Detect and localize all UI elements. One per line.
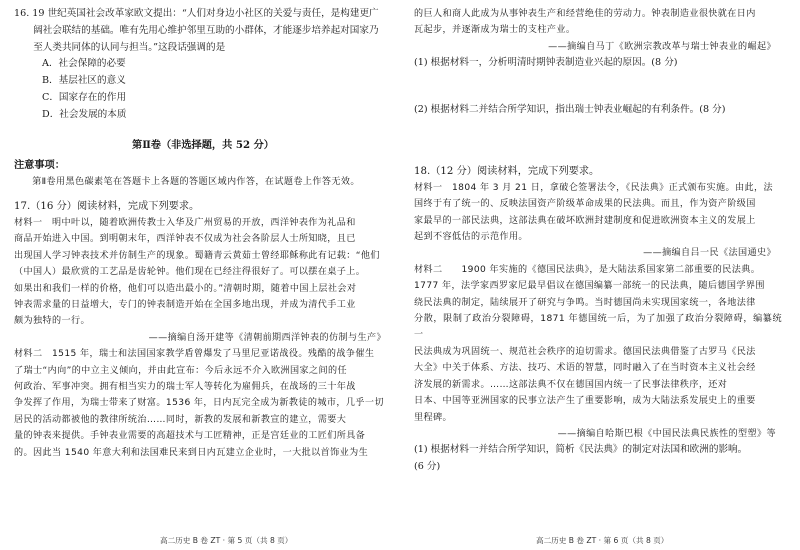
q16-stem-line-2: 阔社会联结的基础。唯有先用心维护邻里互助的小群体，才能逐步培养起对国家乃 [33, 24, 379, 36]
q18-m2-line: 绕民法典的制定，陆续展开了研究与争鸣。当时德国尚未实现国家统一，各地法律 [414, 297, 756, 308]
q18-m2-line: 济发展的新需求。……这部法典不仅在德国国内统一了民事法律秩序，还对 [414, 379, 728, 390]
q16-option-a: A．社会保障的必要 [42, 58, 126, 70]
q17-m1-line: 出现国人学习钟表技术并仿制生产的现象。蜀籍青云黄茹士曾经耶稣称此有记载：“他们 [14, 250, 380, 261]
q18-head: 18.（12 分）阅读材料，完成下列要求。 [414, 165, 600, 177]
q18-m2-source: ——摘编自哈斯巴根《中国民法典民族性的型塑》等 [557, 428, 776, 439]
q17-sub-question-1: (1) 根据材料一，分析明清时期钟表制造业兴起的原因。(8 分) [414, 57, 678, 69]
q18-m2-line: 日本、中国等亚洲国家的民事立法产生了重要影响，成为大陆法系发展史上的重要 [414, 396, 756, 407]
q16-option-c: C．国家存在的作用 [42, 91, 127, 103]
q17-m1-line: （中国人）最欣赏的工艺品是齿轮钟。他们现在已经注得很好了。可以摆在桌子上。 [14, 267, 366, 278]
q18-m2-line: 1777 年，法学家西罗家尼最早倡议在德国编纂一部统一的民法典，随后德国学界围 [414, 281, 765, 292]
q17-m2-line: 的。因此当 1540 年意大利和法国难民来到日内瓦建立企业时，一大批以首饰业为生 [14, 447, 369, 458]
q17-m2-line: 争发挥了作用，为瑞士带来了财富。1536 年，日内瓦完全成为新教徒的城市，几乎一切 [14, 398, 384, 409]
q18-m2-line: 大全》中关于体系、方法、技巧、术语的智慧，同时融入了在当时资本主义社会经 [414, 363, 756, 374]
q17-m2-line: 量的钟表来提供。手钟表业需要的高超技术与工匠精神，正是宫廷业的工匠们所具备 [14, 431, 366, 442]
q17-m2-line: 何政治、军事冲突。拥有相当实力的瑞士军人等转化为雇佣兵，在战场的三十年战 [14, 382, 356, 393]
notice-title: 注意事项： [14, 158, 65, 171]
left-page-footer: 高二历史 B 卷 ZT · 第 5 页（共 8 页） [160, 536, 293, 545]
q17-m1-line: 颇为独特的一行。 [14, 316, 90, 327]
q17-m1-source: ——摘编自汤开建等《清朝前期西洋钟表的仿制与生产》 [148, 332, 386, 343]
q16-stem-line-3: 至人类共同体的认同与担当。”这段话强调的是 [33, 41, 226, 53]
q17-sub-question-2: (2) 根据材料二并结合所学知识，指出瑞士钟表业崛起的有利条件。(8 分) [414, 104, 726, 116]
q17-m1-line: 钟表需求量的日益增大，专门的钟表制造开始在全国多地出现，并成为清代手工业 [14, 300, 356, 311]
q18-sub-question-1-score: (6 分) [414, 461, 441, 473]
q18-m1-line: 材料一 1804 年 3 月 21 日，拿破仑签署法令，《民法典》正式颁布实施。由此，法 [414, 182, 774, 193]
q17-m1-line: 如果出和我们一样的价格，他们可以造出最小的。”清朝时期，随着中国上层社会对 [14, 283, 357, 294]
q17-m1-line: 材料一 明中叶以，随着欧洲传教士入华及广州贸易的开放，西洋钟表作为礼品和 [14, 217, 356, 228]
q18-m2-line: 材料二 1900 年实施的《德国民法典》，是大陆法系国家第二部重要的民法典。 [414, 264, 761, 275]
right-page-footer: 高二历史 B 卷 ZT · 第 6 页（共 8 页） [536, 536, 669, 545]
q18-m2-line: 民法典成为巩固统一、规范社会秩序的迫切需求。德国民法典借鉴了古罗马《民法 [414, 346, 756, 357]
q17-m2-line: 居民的活动都被他的教律所统治……同时，新教的发展和新教宣的建立，需要大 [14, 414, 347, 425]
q18-m1-line: 家最早的一部民法典，这部法典在破坏欧洲封建制度和促进欧洲资本主义的发展上 [414, 215, 756, 226]
q18-m2-line: 里程碑。 [414, 412, 452, 423]
q17-head: 17.（16 分）阅读材料，完成下列要求。 [14, 200, 200, 212]
q18-sub-question-1: (1) 根据材料一并结合所学知识，简析《民法典》的制定对法国和欧洲的影响。 [414, 444, 748, 456]
q17-m2-line: 了瑞士“内向”的中立主义倾向，并由此宣布：今后永远不介入欧洲国家之间的任 [14, 365, 348, 376]
q18-m1-source: ——摘编自吕一民《法国通史》 [643, 248, 776, 259]
q18-m1-line: 起到不容低估的示范作用。 [414, 232, 528, 243]
q18-m2-line: 分散，限制了政治分裂障碍，1871 年德国统一后，为了加强了政治分裂障碍，编纂统一 [414, 314, 782, 341]
q18-m1-line: 国终于有了统一的、反映法国资产阶级革命成果的民法典。而且，作为资产阶级国 [414, 199, 756, 210]
q17-m2-line: 材料二 1515 年，瑞士和法国国家教学盾曾爆发了马里尼亚诺战役。残酷的战争催生 [14, 349, 375, 360]
q17-m2-source: ——摘编自马丁《欧洲宗教改革与瑞士钟表业的崛起》 [548, 41, 776, 52]
q17-m2-cont-line: 瓦起步，并逐渐成为瑞士的支柱产业。 [414, 25, 576, 36]
q16-option-b: B．基层社区的意义 [42, 75, 126, 87]
part2-title: 第Ⅱ卷（非选择题，共 52 分） [132, 138, 274, 151]
q16-option-d: D．社会发展的本质 [42, 108, 127, 120]
right-page [400, 0, 800, 550]
q16-stem-line-1: 16. 19 世纪英国社会改革家欧文提出：“人们对身边小社区的关爱与责任，是构建更广 [14, 8, 379, 19]
q17-m2-cont-line: 的巨人和商人此成为从事钟表生产和经营绝佳的劳动力。钟表制造业很快就在日内 [414, 9, 756, 19]
notice-text: 第Ⅱ卷用黑色碳素笔在答题卡上各题的答题区域内作答，在试题卷上作答无效。 [32, 176, 360, 187]
q17-m1-line: 商品开始进入中国。到明朝末年，西洋钟表不仅成为社会各阶层人士所知晓，且已 [14, 234, 356, 245]
